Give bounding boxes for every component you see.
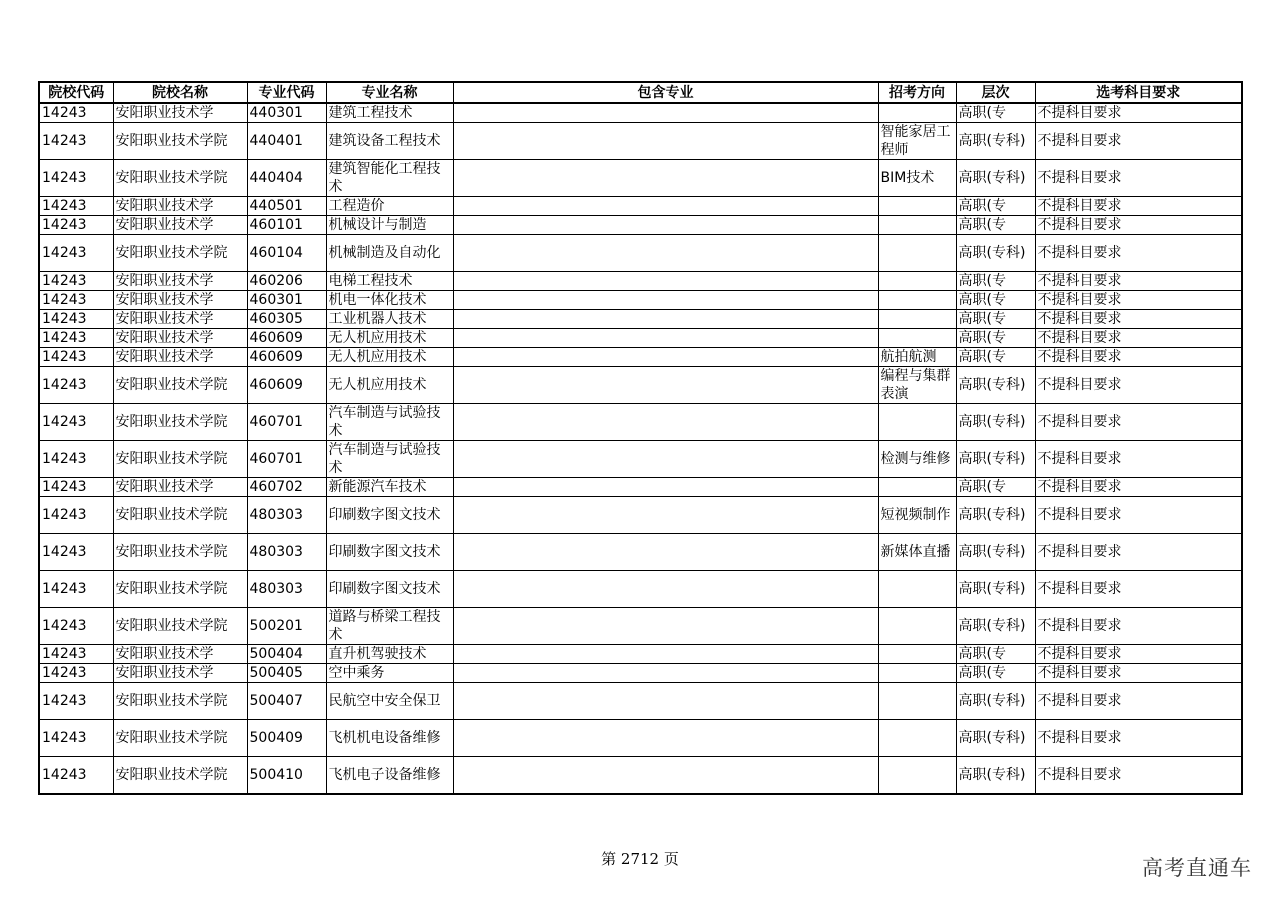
cell-level: 高职(专	[956, 103, 1035, 123]
cell-school-code: 14243	[39, 291, 113, 310]
cell-included-majors	[453, 216, 878, 235]
cell-major-name: 空中乘务	[326, 664, 453, 683]
cell-direction	[878, 272, 956, 291]
table-row	[39, 103, 1242, 123]
cell-school-name: 安阳职业技术学院	[113, 404, 247, 441]
cell-included-majors	[453, 497, 878, 534]
cell-major-name: 机械制造及自动化	[326, 235, 453, 272]
cell-level: 高职(专科)	[956, 720, 1035, 757]
cell-school-code: 14243	[39, 216, 113, 235]
cell-school-name: 安阳职业技术学院	[113, 571, 247, 608]
header-level: 层次	[956, 82, 1035, 103]
table-row	[39, 291, 1242, 310]
cell-level: 高职(专	[956, 478, 1035, 497]
cell-level: 高职(专科)	[956, 441, 1035, 478]
cell-school-code: 14243	[39, 534, 113, 571]
cell-major-code: 500409	[247, 720, 326, 757]
cell-major-code: 460702	[247, 478, 326, 497]
cell-major-code: 440501	[247, 197, 326, 216]
cell-direction	[878, 404, 956, 441]
cell-major-code: 460301	[247, 291, 326, 310]
table-row	[39, 478, 1242, 497]
cell-level: 高职(专	[956, 329, 1035, 348]
table-row	[39, 645, 1242, 664]
cell-included-majors	[453, 720, 878, 757]
cell-school-code: 14243	[39, 720, 113, 757]
cell-included-majors	[453, 123, 878, 160]
table-row	[39, 757, 1242, 795]
cell-included-majors	[453, 441, 878, 478]
cell-level: 高职(专	[956, 348, 1035, 367]
cell-school-name: 安阳职业技术学	[113, 664, 247, 683]
cell-subject-requirement: 不提科目要求	[1035, 197, 1242, 216]
cell-subject-requirement: 不提科目要求	[1035, 123, 1242, 160]
cell-school-code: 14243	[39, 664, 113, 683]
header-included-majors: 包含专业	[453, 82, 878, 103]
cell-level: 高职(专	[956, 216, 1035, 235]
cell-school-code: 14243	[39, 310, 113, 329]
cell-major-name: 电梯工程技术	[326, 272, 453, 291]
cell-school-name: 安阳职业技术学院	[113, 683, 247, 720]
cell-direction: 短视频制作	[878, 497, 956, 534]
cell-school-code: 14243	[39, 272, 113, 291]
cell-major-name: 汽车制造与试验技术	[326, 441, 453, 478]
cell-included-majors	[453, 534, 878, 571]
cell-subject-requirement: 不提科目要求	[1035, 216, 1242, 235]
cell-level: 高职(专科)	[956, 757, 1035, 795]
cell-direction	[878, 608, 956, 645]
cell-major-name: 无人机应用技术	[326, 367, 453, 404]
header-direction: 招考方向	[878, 82, 956, 103]
cell-level: 高职(专	[956, 197, 1035, 216]
cell-included-majors	[453, 197, 878, 216]
cell-level: 高职(专科)	[956, 683, 1035, 720]
cell-school-name: 安阳职业技术学	[113, 478, 247, 497]
cell-school-name: 安阳职业技术学	[113, 348, 247, 367]
cell-major-name: 印刷数字图文技术	[326, 534, 453, 571]
cell-school-name: 安阳职业技术学院	[113, 235, 247, 272]
cell-major-name: 飞机电子设备维修	[326, 757, 453, 795]
cell-school-name: 安阳职业技术学院	[113, 160, 247, 197]
table-row	[39, 329, 1242, 348]
cell-major-code: 460609	[247, 367, 326, 404]
cell-level: 高职(专科)	[956, 235, 1035, 272]
header-major-name: 专业名称	[326, 82, 453, 103]
cell-subject-requirement: 不提科目要求	[1035, 608, 1242, 645]
cell-major-name: 建筑工程技术	[326, 103, 453, 123]
cell-subject-requirement: 不提科目要求	[1035, 757, 1242, 795]
cell-level: 高职(专科)	[956, 123, 1035, 160]
table-body	[39, 103, 1242, 794]
cell-subject-requirement: 不提科目要求	[1035, 329, 1242, 348]
table-row	[39, 571, 1242, 608]
header-major-code: 专业代码	[247, 82, 326, 103]
table-row	[39, 683, 1242, 720]
cell-direction: BIM技术	[878, 160, 956, 197]
cell-direction	[878, 197, 956, 216]
cell-included-majors	[453, 478, 878, 497]
cell-school-code: 14243	[39, 645, 113, 664]
table-row	[39, 720, 1242, 757]
cell-subject-requirement: 不提科目要求	[1035, 645, 1242, 664]
cell-major-name: 机械设计与制造	[326, 216, 453, 235]
cell-major-name: 建筑智能化工程技术	[326, 160, 453, 197]
cell-school-name: 安阳职业技术学院	[113, 720, 247, 757]
cell-major-code: 500407	[247, 683, 326, 720]
cell-subject-requirement: 不提科目要求	[1035, 310, 1242, 329]
header-school-name: 院校名称	[113, 82, 247, 103]
cell-included-majors	[453, 683, 878, 720]
cell-subject-requirement: 不提科目要求	[1035, 235, 1242, 272]
table-header-row	[39, 82, 1242, 103]
cell-major-name: 建筑设备工程技术	[326, 123, 453, 160]
cell-school-code: 14243	[39, 123, 113, 160]
cell-level: 高职(专科)	[956, 497, 1035, 534]
cell-major-code: 500410	[247, 757, 326, 795]
cell-level: 高职(专科)	[956, 608, 1035, 645]
cell-direction: 智能家居工程师	[878, 123, 956, 160]
cell-direction	[878, 720, 956, 757]
cell-included-majors	[453, 329, 878, 348]
cell-subject-requirement: 不提科目要求	[1035, 367, 1242, 404]
cell-level: 高职(专	[956, 645, 1035, 664]
table-row	[39, 272, 1242, 291]
cell-major-code: 500404	[247, 645, 326, 664]
header-school-code: 院校代码	[39, 82, 113, 103]
page-number: 第 2712 页	[601, 850, 679, 868]
table-row	[39, 664, 1242, 683]
cell-school-code: 14243	[39, 497, 113, 534]
cell-major-code: 480303	[247, 497, 326, 534]
cell-school-code: 14243	[39, 367, 113, 404]
cell-direction: 编程与集群表演	[878, 367, 956, 404]
cell-school-code: 14243	[39, 571, 113, 608]
cell-included-majors	[453, 310, 878, 329]
cell-subject-requirement: 不提科目要求	[1035, 272, 1242, 291]
cell-included-majors	[453, 404, 878, 441]
table-row	[39, 123, 1242, 160]
cell-included-majors	[453, 757, 878, 795]
cell-direction	[878, 310, 956, 329]
cell-major-name: 工业机器人技术	[326, 310, 453, 329]
cell-subject-requirement: 不提科目要求	[1035, 348, 1242, 367]
cell-school-name: 安阳职业技术学	[113, 310, 247, 329]
cell-level: 高职(专	[956, 664, 1035, 683]
cell-subject-requirement: 不提科目要求	[1035, 441, 1242, 478]
table-row	[39, 160, 1242, 197]
cell-school-code: 14243	[39, 404, 113, 441]
cell-subject-requirement: 不提科目要求	[1035, 497, 1242, 534]
cell-subject-requirement: 不提科目要求	[1035, 534, 1242, 571]
cell-subject-requirement: 不提科目要求	[1035, 160, 1242, 197]
cell-major-code: 500201	[247, 608, 326, 645]
cell-major-name: 印刷数字图文技术	[326, 497, 453, 534]
table-row	[39, 235, 1242, 272]
table-row	[39, 348, 1242, 367]
cell-school-name: 安阳职业技术学	[113, 291, 247, 310]
cell-subject-requirement: 不提科目要求	[1035, 291, 1242, 310]
cell-school-code: 14243	[39, 441, 113, 478]
cell-school-name: 安阳职业技术学院	[113, 123, 247, 160]
watermark-text: 高考直通车	[1142, 856, 1252, 880]
cell-school-name: 安阳职业技术学院	[113, 757, 247, 795]
cell-school-name: 安阳职业技术学院	[113, 367, 247, 404]
cell-direction	[878, 645, 956, 664]
cell-major-name: 民航空中安全保卫	[326, 683, 453, 720]
cell-direction	[878, 571, 956, 608]
cell-school-code: 14243	[39, 235, 113, 272]
cell-major-code: 440404	[247, 160, 326, 197]
cell-school-name: 安阳职业技术学	[113, 216, 247, 235]
cell-school-code: 14243	[39, 478, 113, 497]
cell-included-majors	[453, 103, 878, 123]
cell-subject-requirement: 不提科目要求	[1035, 664, 1242, 683]
cell-included-majors	[453, 348, 878, 367]
cell-direction	[878, 329, 956, 348]
cell-included-majors	[453, 272, 878, 291]
cell-school-code: 14243	[39, 683, 113, 720]
cell-major-code: 440401	[247, 123, 326, 160]
table-row	[39, 534, 1242, 571]
cell-level: 高职(专	[956, 291, 1035, 310]
cell-direction: 检测与维修	[878, 441, 956, 478]
cell-included-majors	[453, 664, 878, 683]
cell-school-code: 14243	[39, 197, 113, 216]
cell-school-code: 14243	[39, 329, 113, 348]
table-row	[39, 367, 1242, 404]
cell-level: 高职(专科)	[956, 404, 1035, 441]
cell-major-code: 460701	[247, 404, 326, 441]
cell-major-code: 440301	[247, 103, 326, 123]
cell-school-code: 14243	[39, 608, 113, 645]
table-row	[39, 608, 1242, 645]
cell-level: 高职(专	[956, 310, 1035, 329]
cell-major-code: 480303	[247, 571, 326, 608]
cell-major-code: 460609	[247, 329, 326, 348]
cell-major-name: 机电一体化技术	[326, 291, 453, 310]
cell-school-code: 14243	[39, 160, 113, 197]
cell-school-code: 14243	[39, 103, 113, 123]
cell-major-code: 460206	[247, 272, 326, 291]
cell-subject-requirement: 不提科目要求	[1035, 103, 1242, 123]
cell-school-name: 安阳职业技术学	[113, 197, 247, 216]
cell-school-name: 安阳职业技术学院	[113, 441, 247, 478]
cell-direction	[878, 291, 956, 310]
cell-direction	[878, 757, 956, 795]
cell-direction	[878, 664, 956, 683]
cell-school-name: 安阳职业技术学院	[113, 608, 247, 645]
cell-included-majors	[453, 571, 878, 608]
cell-included-majors	[453, 160, 878, 197]
cell-level: 高职(专科)	[956, 367, 1035, 404]
cell-major-name: 印刷数字图文技术	[326, 571, 453, 608]
table-row	[39, 310, 1242, 329]
cell-major-code: 460305	[247, 310, 326, 329]
cell-direction	[878, 478, 956, 497]
cell-major-name: 工程造价	[326, 197, 453, 216]
cell-school-name: 安阳职业技术学院	[113, 497, 247, 534]
cell-level: 高职(专科)	[956, 160, 1035, 197]
cell-included-majors	[453, 608, 878, 645]
cell-subject-requirement: 不提科目要求	[1035, 683, 1242, 720]
cell-major-code: 500405	[247, 664, 326, 683]
cell-school-name: 安阳职业技术学院	[113, 534, 247, 571]
cell-subject-requirement: 不提科目要求	[1035, 478, 1242, 497]
table-row	[39, 404, 1242, 441]
cell-major-name: 直升机驾驶技术	[326, 645, 453, 664]
cell-subject-requirement: 不提科目要求	[1035, 571, 1242, 608]
cell-major-code: 460101	[247, 216, 326, 235]
cell-school-name: 安阳职业技术学	[113, 272, 247, 291]
table-row	[39, 216, 1242, 235]
cell-direction	[878, 235, 956, 272]
table-row	[39, 497, 1242, 534]
cell-direction: 航拍航测	[878, 348, 956, 367]
cell-major-code: 460701	[247, 441, 326, 478]
table-row	[39, 197, 1242, 216]
cell-major-code: 480303	[247, 534, 326, 571]
cell-included-majors	[453, 645, 878, 664]
cell-school-code: 14243	[39, 348, 113, 367]
cell-included-majors	[453, 291, 878, 310]
cell-level: 高职(专科)	[956, 534, 1035, 571]
cell-major-name: 飞机机电设备维修	[326, 720, 453, 757]
cell-major-name: 新能源汽车技术	[326, 478, 453, 497]
cell-major-name: 道路与桥梁工程技术	[326, 608, 453, 645]
cell-subject-requirement: 不提科目要求	[1035, 404, 1242, 441]
cell-school-name: 安阳职业技术学	[113, 329, 247, 348]
cell-included-majors	[453, 367, 878, 404]
cell-major-name: 无人机应用技术	[326, 329, 453, 348]
admissions-table	[38, 81, 1243, 795]
cell-school-code: 14243	[39, 757, 113, 795]
table-row	[39, 441, 1242, 478]
cell-included-majors	[453, 235, 878, 272]
cell-major-name: 汽车制造与试验技术	[326, 404, 453, 441]
header-subject-requirement: 选考科目要求	[1035, 82, 1242, 103]
cell-major-code: 460104	[247, 235, 326, 272]
cell-level: 高职(专科)	[956, 571, 1035, 608]
cell-major-name: 无人机应用技术	[326, 348, 453, 367]
cell-direction	[878, 216, 956, 235]
cell-level: 高职(专	[956, 272, 1035, 291]
cell-subject-requirement: 不提科目要求	[1035, 720, 1242, 757]
cell-direction	[878, 683, 956, 720]
cell-direction	[878, 103, 956, 123]
cell-direction: 新媒体直播	[878, 534, 956, 571]
cell-major-code: 460609	[247, 348, 326, 367]
cell-school-name: 安阳职业技术学	[113, 103, 247, 123]
cell-school-name: 安阳职业技术学	[113, 645, 247, 664]
